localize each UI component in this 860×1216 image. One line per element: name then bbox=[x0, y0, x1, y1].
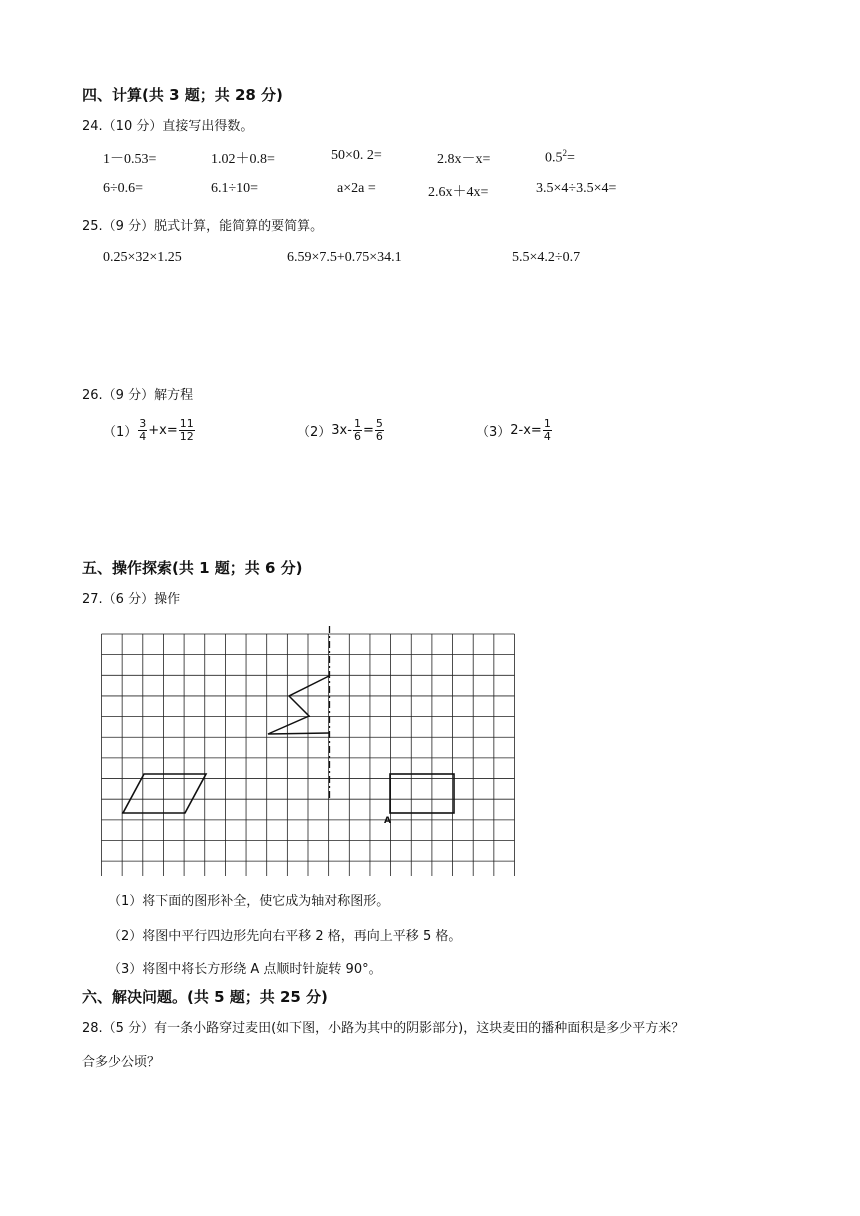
grid-figure bbox=[101, 626, 519, 876]
section-6-title: 六、解决问题。(共 5 题；共 25 分) bbox=[82, 988, 328, 1006]
eq3-fraction-1 bbox=[543, 418, 552, 443]
q27-task-1: （1）将下面的图形补全，使它成为轴对称图形。 bbox=[108, 894, 390, 909]
q28-line-1: 28.（5 分）有一条小路穿过麦田(如下图，小路为其中的阴影部分)，这块麦田的播种面积是多少平方米？ bbox=[82, 1021, 685, 1036]
q24-r1-c4: 2.8x－x= bbox=[437, 152, 491, 167]
q28-line-2: 合多少公顷？ bbox=[82, 1055, 161, 1070]
q24-r1-c5-exp: 2 bbox=[562, 148, 567, 158]
q25-item-2: 6.59×7.5+0.75×34.1 bbox=[287, 250, 402, 265]
eq1-label: （1） bbox=[103, 425, 138, 440]
eq2-pre: 3x- bbox=[331, 423, 352, 438]
section-5-title: 五、操作探索(共 1 题；共 6 分) bbox=[82, 559, 303, 577]
q24-r1-c5-base: 0.5 bbox=[545, 150, 563, 166]
q24-r1-c5-eq: = bbox=[567, 150, 575, 166]
rectangle bbox=[390, 774, 454, 813]
eq2-f2-den: 6 bbox=[375, 430, 383, 443]
q24-r2-c4: 2.6x＋4x= bbox=[428, 185, 489, 200]
eq1-f2-num: 11 bbox=[179, 417, 194, 430]
eq3-label: （3） bbox=[476, 425, 511, 440]
q25-item-1: 0.25×32×1.25 bbox=[103, 250, 182, 265]
eq2-f2-num: 5 bbox=[375, 417, 383, 430]
q24-r2-c3: a×2a = bbox=[337, 181, 376, 196]
q27-task-2: （2）将图中平行四边形先向右平移 2 格，再向上平移 5 格。 bbox=[108, 929, 462, 944]
q24-r1-c1: 1－0.53= bbox=[103, 152, 157, 167]
eq1-f1-den: 4 bbox=[139, 430, 147, 443]
q24-r2-c1: 6÷0.6= bbox=[103, 181, 144, 196]
eq2-fraction-1 bbox=[353, 418, 362, 443]
q24-r1-c2: 1.02＋0.8= bbox=[211, 152, 275, 167]
q25-item-3: 5.5×4.2÷0.7 bbox=[512, 250, 581, 265]
q26-prompt: 26.（9 分）解方程 bbox=[82, 388, 194, 403]
grid-lines bbox=[102, 634, 515, 876]
eq2-label: （2） bbox=[297, 425, 332, 440]
q25-prompt: 25.（9 分）脱式计算，能简算的要简算。 bbox=[82, 219, 324, 234]
eq3-pre: 2-x= bbox=[510, 423, 542, 438]
q24-r1-c3: 50×0. 2= bbox=[331, 148, 382, 163]
eq3-f1-den: 4 bbox=[543, 430, 551, 443]
q24-r2-c5: 3.5×4÷3.5×4= bbox=[536, 181, 617, 196]
eq1-fraction-2 bbox=[179, 418, 195, 443]
eq1-mid: +x= bbox=[148, 423, 178, 438]
eq2-mid: = bbox=[362, 423, 374, 438]
eq1-fraction-1 bbox=[138, 418, 147, 443]
eq1-f2-den: 12 bbox=[179, 430, 194, 443]
q26-equation-3 bbox=[476, 418, 553, 443]
eq1-f1-num: 3 bbox=[139, 417, 147, 430]
half-figure bbox=[268, 676, 329, 734]
eq2-f1-num: 1 bbox=[353, 417, 361, 430]
q24-prompt: 24.（10 分）直接写出得数。 bbox=[82, 119, 254, 134]
q26-equation-1 bbox=[103, 418, 196, 443]
eq2-fraction-2 bbox=[375, 418, 384, 443]
eq3-f1-num: 1 bbox=[543, 417, 551, 430]
eq2-f1-den: 6 bbox=[353, 430, 361, 443]
section-4-title: 四、计算(共 3 题；共 28 分) bbox=[82, 86, 283, 104]
point-a-label: A bbox=[384, 816, 391, 826]
q26-equation-2 bbox=[297, 418, 385, 443]
q24-r2-c2: 6.1÷10= bbox=[211, 181, 259, 196]
parallelogram bbox=[123, 774, 206, 813]
q27-task-3: （3）将图中将长方形绕 A 点顺时针旋转 90°。 bbox=[108, 962, 382, 977]
q24-r1-c5 bbox=[545, 148, 575, 167]
q27-prompt: 27.（6 分）操作 bbox=[82, 592, 181, 607]
